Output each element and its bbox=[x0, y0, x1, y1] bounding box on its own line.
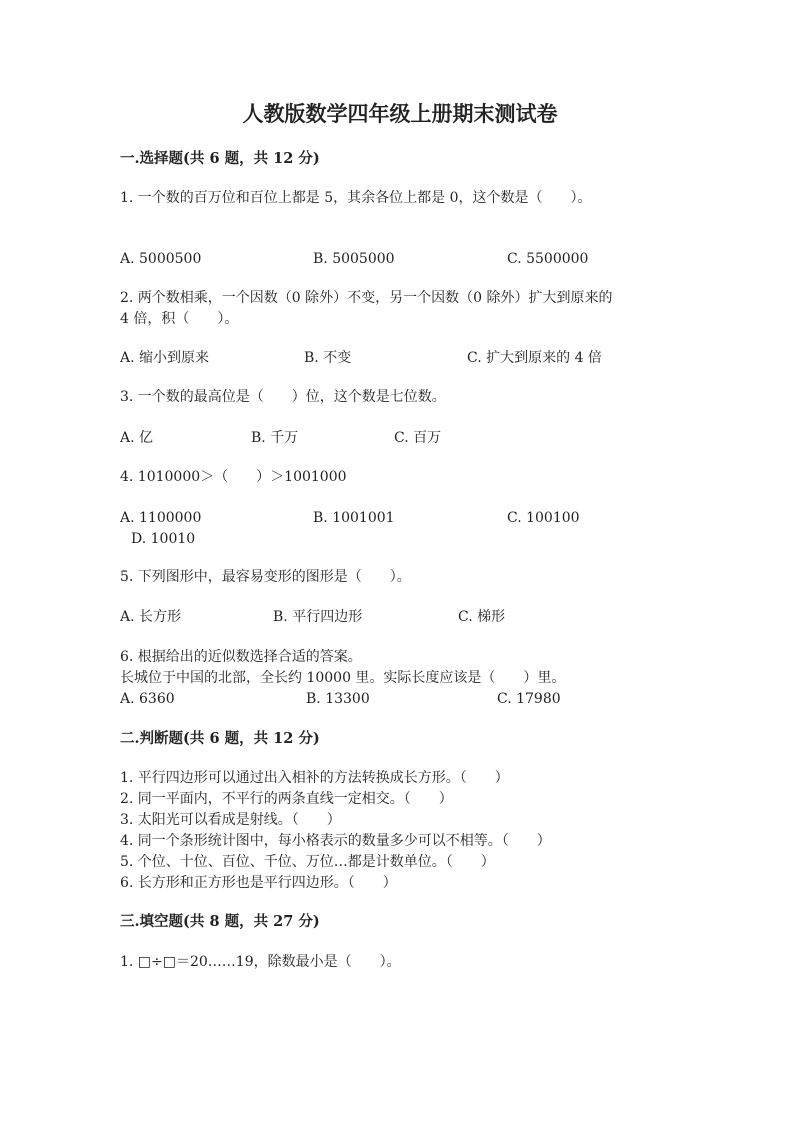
q2-option-c: C. 扩大到原来的 4 倍 bbox=[467, 350, 602, 366]
q1-option-b: B. 5005000 bbox=[313, 251, 395, 267]
q6-option-c: C. 17980 bbox=[497, 691, 561, 707]
question-4-text: 4. 1010000＞（ ）＞1001000 bbox=[120, 469, 347, 485]
q4-option-c: C. 100100 bbox=[507, 510, 580, 526]
q5-option-a: A. 长方形 bbox=[120, 609, 182, 625]
judge-item: 2. 同一平面内，不平行的两条直线一定相交。（ ） bbox=[120, 791, 453, 807]
q6-option-a: A. 6360 bbox=[120, 691, 175, 707]
question-2-line1: 2. 两个数相乘，一个因数（0 除外）不变，另一个因数（0 除外）扩大到原来的 bbox=[120, 290, 613, 306]
q3-option-a: A. 亿 bbox=[120, 430, 154, 446]
section-heading-fill: 三.填空题(共 8 题，共 27 分) bbox=[120, 913, 320, 930]
q3-option-b: B. 千万 bbox=[251, 430, 299, 446]
question-3-text: 3. 一个数的最高位是（ ）位，这个数是七位数。 bbox=[120, 389, 446, 405]
section-heading-judge: 二.判断题(共 6 题，共 12 分) bbox=[120, 730, 320, 747]
q5-option-c: C. 梯形 bbox=[458, 609, 506, 625]
question-5-text: 5. 下列图形中，最容易变形的图形是（ ）。 bbox=[120, 569, 411, 585]
q5-option-b: B. 平行四边形 bbox=[273, 609, 363, 625]
q3-option-c: C. 百万 bbox=[394, 430, 442, 446]
q1-option-c: C. 5500000 bbox=[507, 251, 589, 267]
q4-option-a: A. 1100000 bbox=[120, 510, 202, 526]
q4-option-d: D. 10010 bbox=[131, 531, 196, 547]
judge-item: 4. 同一个条形统计图中，每小格表示的数量多少可以不相等。（ ） bbox=[120, 833, 551, 849]
q1-option-a: A. 5000500 bbox=[120, 251, 202, 267]
judge-item: 5. 个位、十位、百位、千位、万位…都是计数单位。（ ） bbox=[120, 854, 495, 870]
question-2-line2: 4 倍，积（ ）。 bbox=[120, 311, 239, 327]
judge-item: 6. 长方形和正方形也是平行四边形。（ ） bbox=[120, 875, 397, 891]
page-title: 人教版数学四年级上册期末测试卷 bbox=[242, 101, 558, 126]
question-6-line1: 6. 根据给出的近似数选择合适的答案。 bbox=[120, 649, 362, 665]
section-heading-choice: 一.选择题(共 6 题，共 12 分) bbox=[120, 150, 320, 167]
q6-option-b: B. 13300 bbox=[306, 691, 370, 707]
q4-option-b: B. 1001001 bbox=[313, 510, 395, 526]
judge-item: 1. 平行四边形可以通过出入相补的方法转换成长方形。（ ） bbox=[120, 770, 509, 786]
question-1-text: 1. 一个数的百万位和百位上都是 5，其余各位上都是 0，这个数是（ ）。 bbox=[120, 190, 592, 206]
q2-option-b: B. 不变 bbox=[304, 350, 352, 366]
fill-question-1: 1. □÷□＝20……19，除数最小是（ ）。 bbox=[120, 954, 401, 970]
q2-option-a: A. 缩小到原来 bbox=[120, 350, 210, 366]
question-6-line2: 长城位于中国的北部，全长约 10000 里。实际长度应该是（ ）里。 bbox=[120, 670, 566, 686]
judge-item: 3. 太阳光可以看成是射线。（ ） bbox=[120, 812, 341, 828]
